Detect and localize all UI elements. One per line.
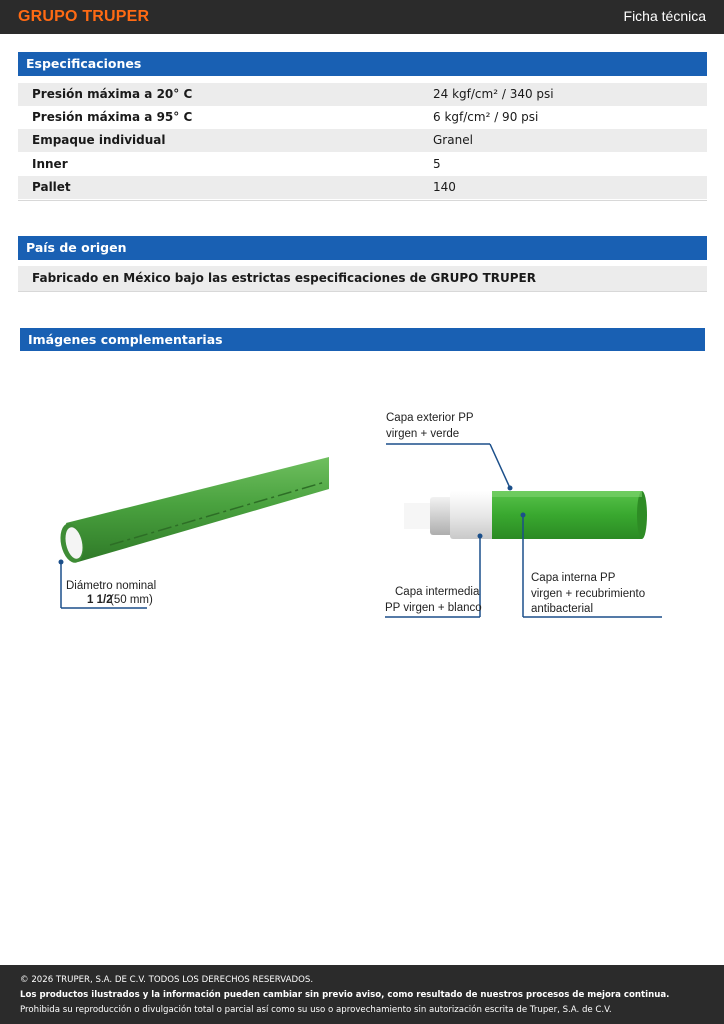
spec-row bbox=[18, 106, 707, 129]
origin-divider bbox=[18, 291, 707, 292]
spec-label: Pallet bbox=[32, 180, 71, 194]
spec-label: Presión máxima a 20° C bbox=[32, 87, 193, 101]
diameter-label: Diámetro nominal bbox=[66, 580, 157, 592]
inner-layer-label-2: virgen + recubrimiento bbox=[531, 588, 646, 600]
footer-legal: Prohibida su reproducción o divulgación total o parcial así como su uso o aprovechamiento sin autorización escrita de Truper, S.A. de C.V. bbox=[20, 1005, 612, 1015]
spec-value: Granel bbox=[433, 133, 473, 147]
specs-section-title: Especificaciones bbox=[18, 52, 707, 76]
middle-layer-label-2: PP virgen + blanco bbox=[385, 602, 482, 614]
cutaway-illustration bbox=[385, 412, 662, 617]
outer-layer-label-1: Capa exterior PP bbox=[386, 412, 474, 424]
images-section-title: Imágenes complementarias bbox=[20, 328, 705, 351]
diameter-mm: (50 mm) bbox=[110, 594, 153, 606]
spec-label: Presión máxima a 95° C bbox=[32, 110, 193, 124]
document-type: Ficha técnica bbox=[623, 8, 706, 24]
product-illustrations bbox=[0, 360, 724, 640]
origin-text: Fabricado en México bajo las estrictas especificaciones de GRUPO TRUPER bbox=[18, 266, 707, 291]
spec-label: Empaque individual bbox=[32, 133, 166, 147]
inner-layer-label-1: Capa interna PP bbox=[531, 572, 616, 584]
pipe-illustration bbox=[57, 457, 329, 608]
diameter-size: 1 1/2 bbox=[87, 594, 113, 606]
spec-label: Inner bbox=[32, 157, 68, 171]
footer-notice: Los productos ilustrados y la información pueden cambiar sin previo aviso, como resultado de nuestros procesos de mejora continua. bbox=[20, 990, 670, 1000]
middle-layer-label-1: Capa intermedia bbox=[395, 586, 480, 598]
footer-copyright: © 2026 TRUPER, S.A. DE C.V. TODOS LOS DERECHOS RESERVADOS. bbox=[20, 975, 314, 985]
footer bbox=[0, 965, 724, 1024]
spec-row bbox=[18, 153, 707, 176]
spec-row bbox=[18, 176, 707, 199]
spec-row bbox=[18, 83, 707, 106]
spec-value: 24 kgf/cm² / 340 psi bbox=[433, 87, 554, 101]
spec-row bbox=[18, 129, 707, 152]
origin-section-title: País de origen bbox=[18, 236, 707, 260]
spec-value: 5 bbox=[433, 157, 441, 171]
spec-value: 140 bbox=[433, 180, 456, 194]
spec-value: 6 kgf/cm² / 90 psi bbox=[433, 110, 539, 124]
inner-layer-label-3: antibacterial bbox=[531, 603, 594, 615]
outer-layer-label-2: virgen + verde bbox=[386, 428, 460, 440]
table-divider bbox=[18, 200, 707, 201]
brand-logo: GRUPO TRUPER bbox=[18, 8, 150, 25]
top-bar bbox=[0, 0, 724, 34]
